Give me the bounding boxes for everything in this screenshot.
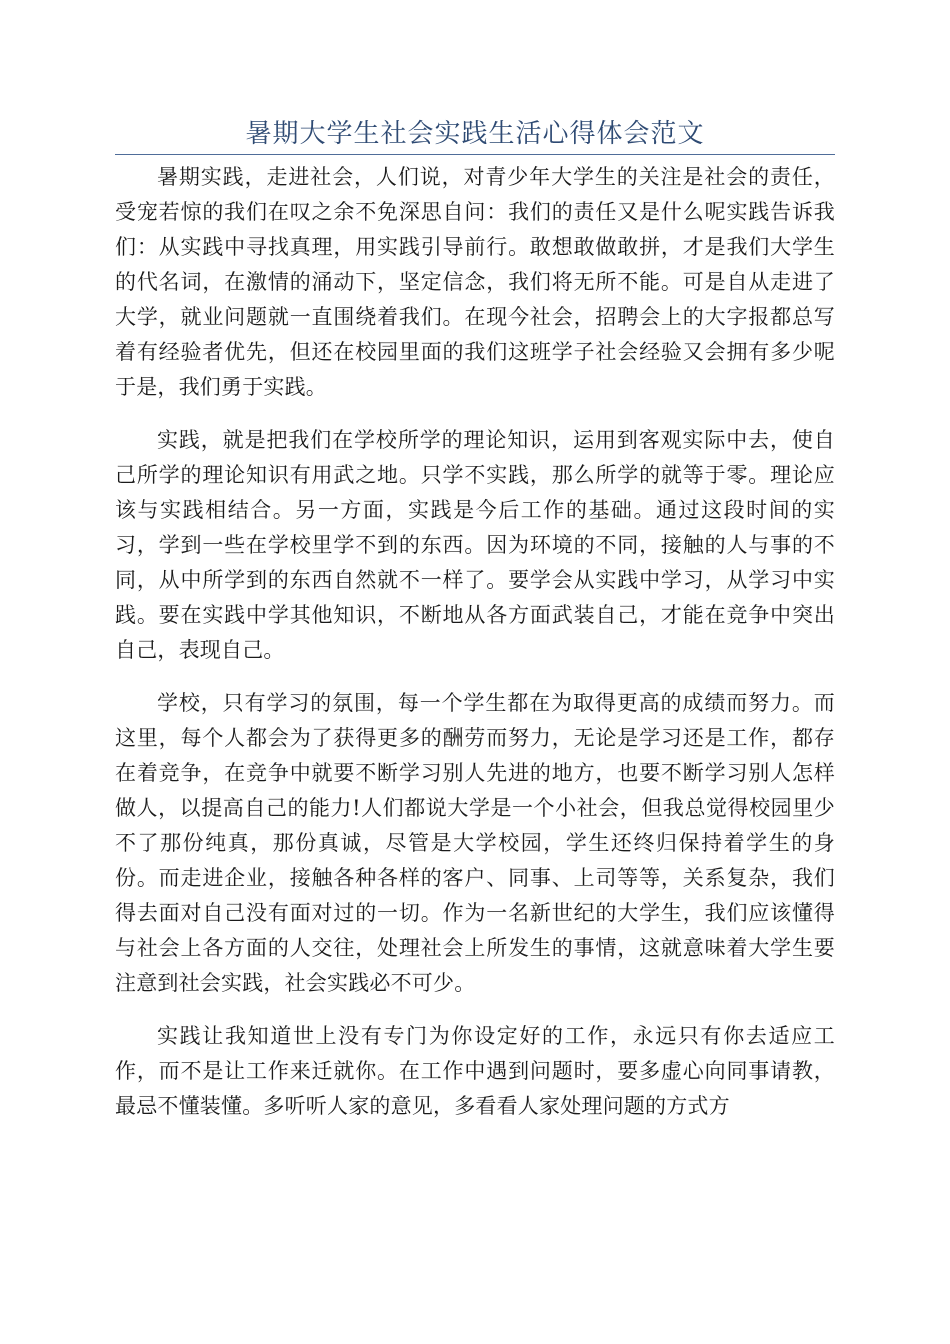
paragraph-4: 实践让我知道世上没有专门为你设定好的工作，永远只有你去适应工作，而不是让工作来迁就你。在工作中遇到问题时，要多虚心向同事请教，最忌不懂装懂。多听听人家的意见，多看看人家处理问题的方式方 (115, 1024, 835, 1118)
paragraph-2: 实践，就是把我们在学校所学的理论知识，运用到客观实际中去，使自己所学的理论知识有用武之地。只学不实践，那么所学的就等于零。理论应该与实践相结合。另一方面，实践是今后工作的基础。通过这段时间的实习，学到一些在学校里学不到的东西。因为环境的不同，接触的人与事的不同，从中所学到的东西自然就不一样了。要学会从实践中学习，从学习中实践。要在实践中学其他知识，不断地从各方面武装自己，才能在竞争中突出自己，表现自己。 (115, 428, 835, 662)
document-body (115, 160, 835, 1124)
paragraph-1: 暑期实践，走进社会，人们说，对青少年大学生的关注是社会的责任，受宠若惊的我们在叹之余不免深思自问：我们的责任又是什么呢实践告诉我们：从实践中寻找真理，用实践引导前行。敢想敢做敢拼，才是我们大学生的代名词，在激情的涌动下，坚定信念，我们将无所不能。可是自从走进了大学，就业问题就一直围绕着我们。在现今社会，招聘会上的大字报都总写着有经验者优先，但还在校园里面的我们这班学子社会经验又会拥有多少呢于是，我们勇于实践。 (115, 165, 835, 399)
title-underline (115, 154, 835, 155)
paragraph-3: 学校，只有学习的氛围，每一个学生都在为取得更高的成绩而努力。而这里，每个人都会为了获得更多的酬劳而努力，无论是学习还是工作，都存在着竞争，在竞争中就要不断学习别人先进的地方，也要不断学习别人怎样做人，以提高自己的能力!人们都说大学是一个小社会，但我总觉得校园里少不了那份纯真，那份真诚，尽管是大学校园，学生还终归保持着学生的身份。而走进企业，接触各种各样的客户、同事、上司等等，关系复杂，我们得去面对自己没有面对过的一切。作为一名新世纪的大学生，我们应该懂得与社会上各方面的人交往，处理社会上所发生的事情，这就意味着大学生要注意到社会实践，社会实践必不可少。 (115, 691, 835, 995)
document-title: 暑期大学生社会实践生活心得体会范文 (245, 119, 705, 149)
document-page (115, 0, 835, 1142)
